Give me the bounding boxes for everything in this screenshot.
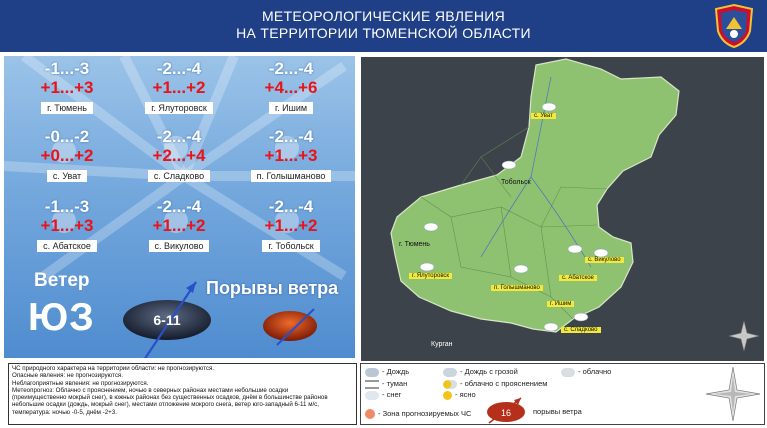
region-map (361, 57, 764, 361)
city-label: с. Уват (47, 170, 87, 182)
night-temp: -1...-3 (44, 197, 90, 216)
day-temp: +1...+3 (40, 78, 94, 97)
map-label-sladkovo: с. Сладково (561, 327, 601, 333)
city-forecast-tobolsk (236, 198, 346, 254)
map-label-ishim: г. Ишим (547, 301, 574, 307)
compass-rose-icon (704, 365, 762, 423)
map-label-yalutorovsk: г. Ялуторовск (409, 273, 452, 279)
gust-legend-value: 16 (500, 408, 512, 418)
city-label: г. Ишим (269, 102, 313, 114)
city-forecast-abatskoe (12, 198, 122, 254)
gust-legend-badge (483, 396, 529, 424)
legend-label: - Дождь с грозой (460, 367, 518, 376)
city-label: г. Тобольск (262, 240, 319, 252)
header-bar (0, 0, 767, 52)
map-legend (360, 363, 765, 425)
legend-rain (365, 367, 409, 377)
wind-speed-value: 6-11 (153, 312, 181, 328)
legend-label: - туман (382, 379, 408, 388)
legend-label: - облачно с прояснением (460, 379, 548, 388)
sun-cloud-icon (443, 380, 457, 389)
night-temp: -2...-4 (268, 127, 314, 146)
temperature-forecast-panel (4, 56, 355, 358)
city-label: с. Абатское (37, 240, 97, 252)
night-temp: -1...-3 (44, 59, 90, 78)
page-title-line-2: НА ТЕРРИТОРИИ ТЮМЕНСКОЙ ОБЛАСТИ (236, 25, 531, 41)
legend-label: - снег (382, 390, 402, 399)
day-temp: +0...+2 (40, 146, 94, 165)
legend-snow (365, 390, 401, 400)
fog-icon (365, 380, 379, 389)
forecast-line: ЧС природного характера на территории области: не прогнозируются. (12, 365, 215, 372)
forecast-line: Метеопрогноз: Облачно с прояснением, ночью в северных районах местами небольшие осадки (12, 386, 289, 394)
forecast-line: небольшие осадки (дождь, мокрый снег), местами отложение мокрого снега, ветер юго-западный 6-11 м/с, (12, 401, 319, 409)
region-coat-of-arms-icon (712, 3, 756, 49)
legend-thunder-rain (443, 367, 518, 377)
legend-clear (443, 390, 476, 400)
map-label-abatskoe: с. Абатское (559, 275, 597, 281)
day-temp: +1...+3 (40, 216, 94, 235)
city-label: г. Тюмень (41, 102, 93, 114)
gusts-title: Порывы ветра (206, 278, 339, 298)
legend-fog (365, 379, 407, 389)
city-forecast-sladkovo (124, 128, 234, 184)
city-forecast-tyumen (12, 60, 122, 116)
region-map-shape (361, 57, 764, 361)
map-label-kurgan: Курган (431, 341, 453, 348)
legend-gusts: порывы ветра (533, 407, 582, 416)
city-forecast-golyshmanovo (236, 128, 346, 184)
city-forecast-ishim (236, 60, 346, 116)
forecast-line: (преимущественно мокрый снег), в южных районах без существенных осадков, днём в большинстве районов (12, 394, 328, 402)
day-temp: +1...+2 (152, 216, 206, 235)
city-forecast-uvat (12, 128, 122, 184)
compass-rose-icon (727, 319, 761, 353)
night-temp: -2...-4 (156, 197, 202, 216)
map-label-vikulovo: с. Викулово (585, 257, 624, 263)
forecast-text-box (8, 363, 357, 425)
day-temp: +4...+6 (264, 78, 318, 97)
wind-direction: ЮЗ (28, 296, 95, 339)
night-temp: -2...-4 (156, 59, 202, 78)
day-temp: +1...+2 (264, 216, 318, 235)
forecast-line: Опасные явления: не прогнозируются. (12, 372, 123, 380)
night-temp: -2...-4 (268, 59, 314, 78)
legend-label: - ясно (455, 390, 476, 399)
city-forecast-vikulovo (124, 198, 234, 254)
map-label-uvat: с. Уват (531, 113, 556, 119)
emergency-zone-icon (365, 409, 375, 419)
snow-icon (365, 391, 379, 400)
sun-icon (443, 391, 452, 400)
map-label-tobolsk: Тобольск (501, 179, 531, 186)
legend-label: - Зона прогнозируемых ЧС (378, 409, 472, 418)
night-temp: -2...-4 (156, 127, 202, 146)
wind-title: Ветер (34, 270, 90, 291)
city-label: г. Ялуторовск (145, 102, 213, 114)
wind-gusts-badge (262, 308, 320, 346)
legend-label: - облачно (578, 367, 612, 376)
page-title-line-1: МЕТЕОРОЛОГИЧЕСКИЕ ЯВЛЕНИЯ (261, 8, 506, 24)
forecast-line: Неблагоприятные явления: не прогнозируются. (12, 379, 149, 387)
night-temp: -2...-4 (268, 197, 314, 216)
thunderstorm-icon (443, 368, 457, 377)
day-temp: +1...+2 (152, 78, 206, 97)
day-temp: +1...+3 (264, 146, 318, 165)
legend-emergency-zone (365, 409, 471, 419)
forecast-line: температура: ночью -0-5, днём -2+3. (12, 408, 117, 416)
wind-speed-badge (122, 280, 216, 358)
legend-cloudy (561, 367, 611, 377)
day-temp: +2...+4 (152, 146, 206, 165)
legend-partly-cloudy (443, 379, 547, 389)
city-label: п. Голышманово (251, 170, 332, 182)
city-label: с. Сладково (148, 170, 210, 182)
night-temp: -0...-2 (44, 127, 90, 146)
map-label-tyumen: г. Тюмень (399, 241, 430, 248)
legend-label: - Дождь (382, 367, 410, 376)
city-label: с. Викулово (149, 240, 210, 252)
map-label-golyshmanovo: п. Голышманово (491, 285, 543, 291)
cloud-icon (561, 368, 575, 377)
rain-icon (365, 368, 379, 377)
city-forecast-yalutorovsk (124, 60, 234, 116)
